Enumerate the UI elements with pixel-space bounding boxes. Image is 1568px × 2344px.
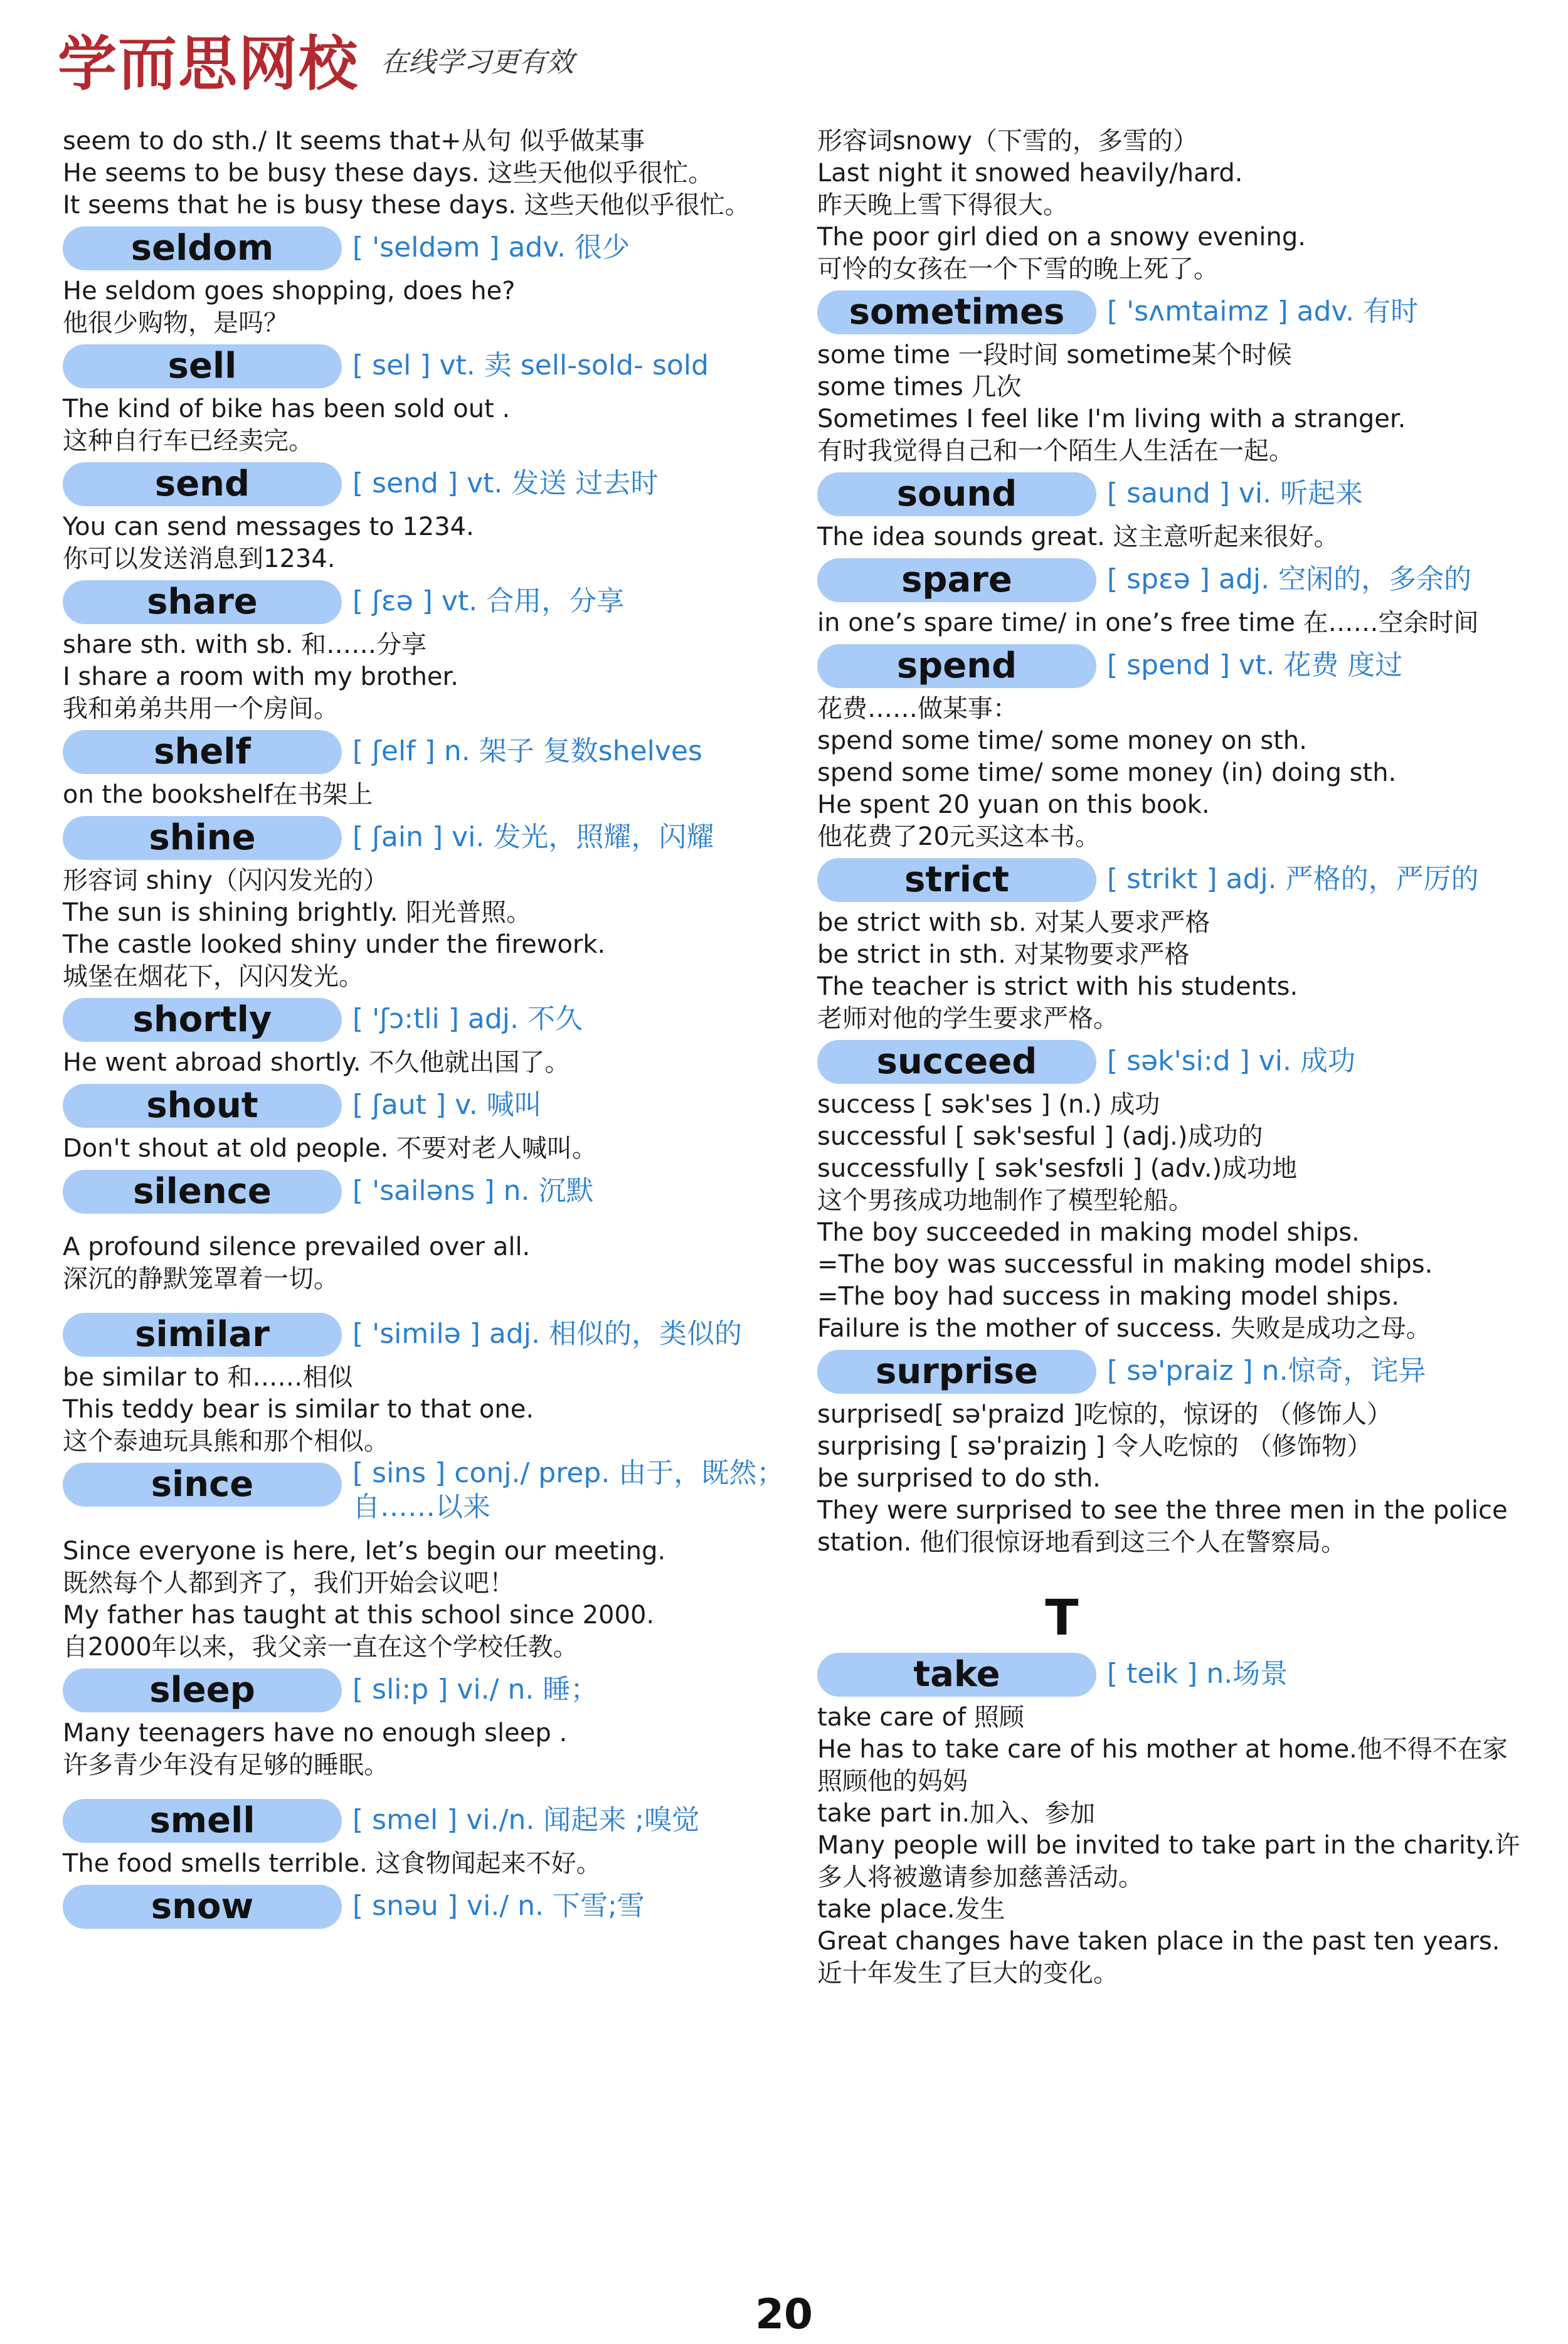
vocab-entry: [817, 558, 1545, 603]
text-line: 照顾他的妈妈: [817, 1767, 968, 1796]
text-line: He seldom goes shopping, does he?: [63, 277, 516, 305]
vocab-definition: [ smel ] vi./n. 闻起来 ;嗅觉: [352, 1804, 700, 1836]
text-line: =The boy was successful in making model ships.: [817, 1250, 1433, 1279]
text-line: 昨天晚上雪下得很大。: [817, 191, 1068, 220]
vocab-word: shelf: [63, 730, 342, 774]
vocab-entry: [817, 290, 1545, 336]
vocab-entry: [63, 1170, 771, 1215]
vocab-definition: [ ʃain ] vi. 发光，照耀，闪耀: [352, 821, 714, 853]
vocab-entry: [63, 226, 771, 272]
vocab-definition: [ 'sʌmtaimz ] adv. 有时: [1107, 295, 1419, 327]
text-line: 许多青少年没有足够的睡眠。: [63, 1751, 389, 1779]
text-line: on the bookshelf在书架上: [63, 780, 373, 809]
vocab-word: sleep: [63, 1668, 342, 1712]
vocab-word: sell: [63, 344, 342, 388]
vocab-entry: [63, 1084, 771, 1129]
text-line: Last night it snowed heavily/hard.: [817, 159, 1243, 188]
vocab-word: sometimes: [817, 290, 1096, 334]
text-line: I share a room with my brother.: [63, 662, 459, 691]
vocab-entry: [817, 1653, 1545, 1698]
vocab-entry: [817, 1350, 1545, 1395]
text-line: You can send messages to 1234.: [63, 512, 474, 541]
vocab-word: since: [63, 1463, 342, 1507]
vocab-word: smell: [63, 1799, 342, 1843]
text-line: some time 一段时间 sometime某个时候: [817, 341, 1292, 369]
vocab-definition: [ ʃelf ] n. 架子 复数shelves: [352, 735, 702, 767]
vocab-word: take: [817, 1653, 1096, 1697]
text-line: They were surprised to see the three men in the police: [817, 1496, 1508, 1525]
vocab-entry: [817, 1040, 1545, 1085]
text-line: be strict with sb. 对某人要求严格: [817, 908, 1210, 937]
vocab-entry: [63, 1799, 771, 1844]
text-line: This teddy bear is similar to that one.: [63, 1395, 534, 1424]
text-line: Great changes have taken place in the past ten years.: [817, 1927, 1500, 1956]
vocab-entry: [817, 472, 1545, 517]
vocab-definition: [ spend ] vt. 花费 度过: [1107, 649, 1403, 681]
vocab-entry: [63, 998, 771, 1043]
text-line: take care of 照顾: [817, 1703, 1024, 1732]
text-line: 深沉的静默笼罩着一切。: [63, 1265, 339, 1293]
vocab-word: strict: [817, 858, 1096, 902]
text-line: The sun is shining brightly. 阳光普照。: [63, 898, 532, 927]
text-line: He went abroad shortly. 不久他就出国了。: [63, 1048, 570, 1077]
text-line: success [ sək'ses ] (n.) 成功: [817, 1090, 1160, 1119]
text-line: Failure is the mother of success. 失败是成功之母。: [817, 1314, 1431, 1343]
vocab-entry: [63, 1457, 785, 1532]
vocab-definition: [ saund ] vi. 听起来: [1107, 477, 1364, 509]
vocab-entry: [817, 644, 1545, 689]
spacer: [63, 1781, 771, 1794]
vocab-entry: [63, 344, 771, 390]
vocab-word: shine: [63, 816, 342, 860]
vocab-word: share: [63, 580, 342, 624]
text-line: spend some time/ some money (in) doing sth.: [817, 758, 1397, 787]
vocab-definition: [ 'seldəm ] adv. 很少: [352, 231, 630, 263]
vocab-word: similar: [63, 1313, 342, 1357]
vocab-definition: [ 'similə ] adj. 相似的，类似的: [352, 1318, 743, 1350]
vocab-word: surprise: [817, 1350, 1096, 1394]
text-line: He spent 20 yuan on this book.: [817, 790, 1210, 819]
vocab-definition: [ send ] vt. 发送 过去时: [352, 467, 659, 499]
vocab-definition: [ ʃaut ] v. 喊叫: [352, 1089, 542, 1121]
text-line: 这个男孩成功地制作了模型轮船。: [817, 1186, 1194, 1215]
vocab-word: shout: [63, 1084, 342, 1128]
text-line: 花费……做某事：: [817, 694, 1018, 723]
text-line: The kind of bike has been sold out .: [63, 395, 511, 423]
text-line: 你可以发送消息到1234.: [63, 544, 336, 573]
vocab-definition: [ sel ] vt. 卖 sell-sold- sold: [352, 349, 709, 381]
left-column: [63, 125, 785, 1934]
text-line: He seems to be busy these days. 这些天他似乎很忙。: [63, 159, 714, 188]
vocab-definition: [ sins ] conj./ prep. 由于，既然；自……以来: [352, 1457, 785, 1523]
vocab-definition: [ teik ] n.场景: [1107, 1658, 1288, 1690]
text-line: in one’s spare time/ in one’s free time 在……空余时间: [817, 608, 1479, 637]
text-line: successful [ sək'sesful ] (adj.)成功的: [817, 1122, 1263, 1151]
spacer: [63, 1295, 771, 1308]
text-line: My father has taught at this school since 2000.: [63, 1601, 655, 1630]
vocab-definition: [ ʃɛə ] vt. 合用，分享: [352, 585, 625, 617]
vocab-word: seldom: [63, 226, 342, 270]
text-line: 形容词 shiny（闪闪发光的）: [63, 866, 389, 895]
text-line: Many teenagers have no enough sleep .: [63, 1719, 568, 1747]
spacer: [63, 1219, 771, 1231]
text-line: take place.发生: [817, 1895, 1005, 1924]
text-line: Many people will be invited to take part in the charity.许: [817, 1831, 1520, 1860]
text-line: be similar to 和……相似: [63, 1363, 353, 1392]
text-line: Sometimes I feel like I'm living with a stranger.: [817, 405, 1406, 433]
section-letter: T: [1045, 1590, 1079, 1647]
text-line: 可怜的女孩在一个下雪的晚上死了。: [817, 255, 1219, 284]
text-line: 近十年发生了巨大的变化。: [817, 1959, 1118, 1988]
text-line: some times 几次: [817, 373, 1022, 401]
text-line: Since everyone is here, let’s begin our meeting.: [63, 1537, 666, 1566]
text-line: It seems that he is busy these days. 这些天他似乎很忙。: [63, 191, 750, 220]
text-line: 多人将被邀请参加慈善活动。: [817, 1863, 1143, 1892]
text-line: A profound silence prevailed over all.: [63, 1233, 531, 1261]
text-line: The castle looked shiny under the firework.: [63, 930, 606, 959]
text-line: 既然每个人都到齐了，我们开始会议吧！: [63, 1569, 514, 1598]
text-line: The boy succeeded in making model ships.: [817, 1218, 1360, 1247]
text-line: 自2000年以来，我父亲一直在这个学校任教。: [63, 1633, 578, 1662]
right-column: [817, 125, 1545, 1990]
text-line: share sth. with sb. 和……分享: [63, 630, 427, 659]
text-line: surprising [ sə'praiziŋ ] 令人吃惊的 （修饰物）: [817, 1432, 1372, 1461]
vocab-word: silence: [63, 1170, 342, 1214]
page-number: 20: [755, 2290, 813, 2338]
text-line: 我和弟弟共用一个房间。: [63, 694, 339, 723]
vocab-definition: [ sək'si:d ] vi. 成功: [1107, 1045, 1355, 1077]
text-line: The food smells terrible. 这食物闻起来不好。: [63, 1849, 601, 1878]
text-line: 这种自行车已经卖完。: [63, 427, 314, 455]
logo-text: 学而思网校: [58, 30, 359, 98]
vocab-definition: [ spɛə ] adj. 空闲的，多余的: [1107, 563, 1472, 595]
vocab-word: sound: [817, 472, 1096, 516]
text-line: 他很少购物，是吗？: [63, 309, 289, 337]
text-line: The teacher is strict with his students.: [817, 972, 1298, 1001]
text-line: Don't shout at old people. 不要对老人喊叫。: [63, 1134, 598, 1163]
text-line: spend some time/ some money on sth.: [817, 726, 1307, 755]
text-line: take part in.加入、参加: [817, 1799, 1096, 1828]
text-line: be surprised to do sth.: [817, 1464, 1101, 1493]
logo-slogan: 在线学习更有效: [381, 46, 574, 78]
vocab-entry: [63, 816, 771, 861]
vocab-definition: [ strikt ] adj. 严格的，严厉的: [1107, 863, 1479, 895]
text-line: The poor girl died on a snowy evening.: [817, 223, 1306, 252]
text-line: seem to do sth./ It seems that+从句 似乎做某事: [63, 127, 645, 156]
vocab-entry: [63, 1668, 771, 1714]
text-line: surprised[ sə'praizd ]吃惊的，惊讶的 （修饰人）: [817, 1400, 1392, 1429]
text-line: He has to take care of his mother at home.他不得不在家: [817, 1735, 1508, 1764]
vocab-word: spend: [817, 644, 1096, 688]
text-line: =The boy had success in making model ships.: [817, 1282, 1399, 1311]
vocab-entry: [63, 730, 771, 775]
vocab-entry: [63, 462, 771, 507]
text-line: 这个泰迪玩具熊和那个相似。: [63, 1427, 389, 1456]
text-line: 形容词snowy（下雪的，多雪的）: [817, 127, 1199, 156]
vocab-definition: [ 'ʃɔ:tli ] adj. 不久: [352, 1003, 583, 1035]
vocab-word: snow: [63, 1885, 342, 1929]
text-line: 有时我觉得自己和一个陌生人生活在一起。: [817, 437, 1294, 465]
vocab-definition: [ snəu ] vi./ n. 下雪;雪: [352, 1890, 645, 1922]
text-line: 城堡在烟花下，闪闪发光。: [63, 962, 364, 991]
vocab-entry: [63, 580, 771, 625]
text-line: be strict in sth. 对某物要求严格: [817, 940, 1190, 969]
vocab-word: shortly: [63, 998, 342, 1042]
vocab-word: spare: [817, 558, 1096, 602]
text-line: 老师对他的学生要求严格。: [817, 1004, 1118, 1033]
vocab-entry: [63, 1313, 771, 1358]
text-line: 他花费了20元买这本书。: [817, 822, 1100, 851]
text-line: station. 他们很惊讶地看到这三个人在警察局。: [817, 1528, 1347, 1557]
vocab-entry: [817, 858, 1545, 903]
vocab-definition: [ 'sailəns ] n. 沉默: [352, 1175, 594, 1207]
vocab-definition: [ sli:p ] vi./ n. 睡；: [352, 1673, 598, 1705]
vocab-entry: [63, 1885, 771, 1930]
vocab-definition: [ sə'praiz ] n.惊奇，诧异: [1107, 1355, 1426, 1387]
vocab-word: succeed: [817, 1040, 1096, 1084]
text-line: The idea sounds great. 这主意听起来很好。: [817, 522, 1339, 551]
vocab-word: send: [63, 462, 342, 506]
text-line: successfully [ sək'sesfʊli ] (adv.)成功地: [817, 1154, 1298, 1183]
